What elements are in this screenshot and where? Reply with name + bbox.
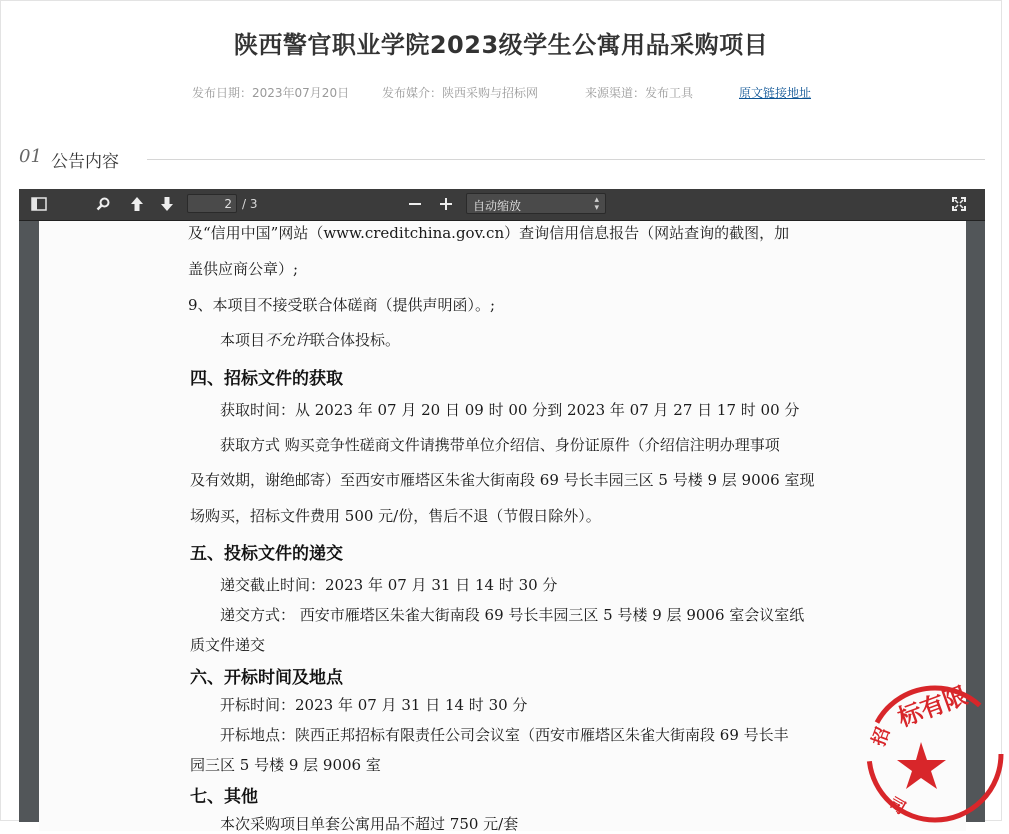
sidebar-toggle-icon [31, 197, 47, 211]
fullscreen-button[interactable] [947, 193, 971, 215]
search-icon [96, 197, 110, 211]
zoom-in-button[interactable] [434, 193, 458, 215]
section-number: 01 [19, 146, 42, 167]
company-seal [859, 676, 1009, 826]
doc-line: 本次采购项目单套公寓用品不超过 750 元/套 [220, 815, 519, 833]
zoom-out-button[interactable] [403, 193, 427, 215]
doc-line: 及有效期，谢绝邮寄）至西安市雁塔区朱雀大街南段 69 号长丰园三区 5 号楼 9 层 9006 室现 [190, 471, 815, 489]
find-button[interactable] [91, 193, 115, 215]
previous-page-button[interactable] [125, 193, 149, 215]
previous-page-icon [130, 196, 144, 212]
doc-line: 及“信用中国”网站（www.creditchina.gov.cn）查询信用信息报告（网站查询的截图，加 [188, 224, 790, 242]
sidebar-toggle-button[interactable] [27, 193, 51, 215]
doc-heading: 六、开标时间及地点 [190, 668, 343, 688]
svg-text:招: 招 [868, 724, 895, 749]
doc-heading: 五、投标文件的递交 [190, 544, 343, 564]
doc-line: 递交方式： 西安市雁塔区朱雀大街南段 69 号长丰园三区 5 号楼 9 层 9006 室会议室纸 [220, 606, 805, 624]
next-page-button[interactable] [155, 193, 179, 215]
page-count: / 3 [242, 197, 258, 211]
doc-line: 质文件递交 [190, 636, 266, 654]
source-channel: 来源渠道：发布工具 [585, 86, 694, 100]
next-page-icon [160, 196, 174, 212]
svg-text:司: 司 [885, 793, 910, 818]
doc-line: 园三区 5 号楼 9 层 9006 室 [190, 756, 381, 774]
section-header [19, 144, 985, 172]
publish-media: 发布媒介：陕西采购与招标网 [382, 86, 539, 100]
pdf-viewer[interactable] [19, 189, 985, 833]
doc-heading: 七、其他 [190, 787, 258, 807]
doc-line [220, 329, 400, 350]
doc-text: 本项目 [220, 331, 266, 349]
doc-line: 获取时间：从 2023 年 07 月 20 日 09 时 00 分到 2023 年 07 月 27 日 17 时 00 分 [220, 401, 800, 419]
doc-heading: 四、招标文件的获取 [190, 369, 343, 389]
fullscreen-icon [952, 197, 966, 211]
section-label: 公告内容 [51, 152, 119, 172]
doc-line: 递交截止时间：2023 年 07 月 31 日 14 时 30 分 [220, 576, 558, 594]
zoom-out-icon [409, 198, 421, 210]
pdf-page [39, 221, 972, 833]
doc-line: 开标地点：陕西正邦招标有限责任公司会议室（西安市雁塔区朱雀大街南段 69 号长丰 [220, 726, 789, 744]
original-link[interactable]: 原文链接地址 [739, 86, 812, 100]
meta-row [1, 84, 1001, 100]
doc-line: 开标时间：2023 年 07 月 31 日 14 时 30 分 [220, 696, 528, 714]
zoom-select[interactable] [466, 193, 606, 214]
section-divider [147, 159, 985, 160]
pdf-toolbar [19, 189, 985, 221]
doc-line: 场购买，招标文件费用 500 元/份，售后不退（节假日除外）。 [190, 507, 601, 525]
zoom-in-icon [440, 198, 452, 210]
doc-text-italic: 不允许 [265, 331, 311, 349]
svg-text:标有限: 标有限 [894, 681, 972, 733]
zoom-select-value: 自动缩放 [473, 199, 522, 213]
select-arrows-icon: ▴ ▾ [594, 195, 599, 213]
doc-line: 9、本项目不接受联合体磋商（提供声明函）。; [188, 296, 496, 314]
doc-line: 获取方式 购买竞争性磋商文件请携带单位介绍信、身份证原件（介绍信注明办理事项 [220, 436, 780, 454]
article-title: 陕西警官职业学院2023级学生公寓用品采购项目 [233, 31, 769, 59]
doc-line: 盖供应商公章）; [188, 260, 299, 278]
page-number-input[interactable] [187, 194, 237, 213]
publish-date: 发布日期：2023年07月20日 [192, 86, 350, 100]
doc-text: 联合体投标。 [310, 331, 401, 349]
